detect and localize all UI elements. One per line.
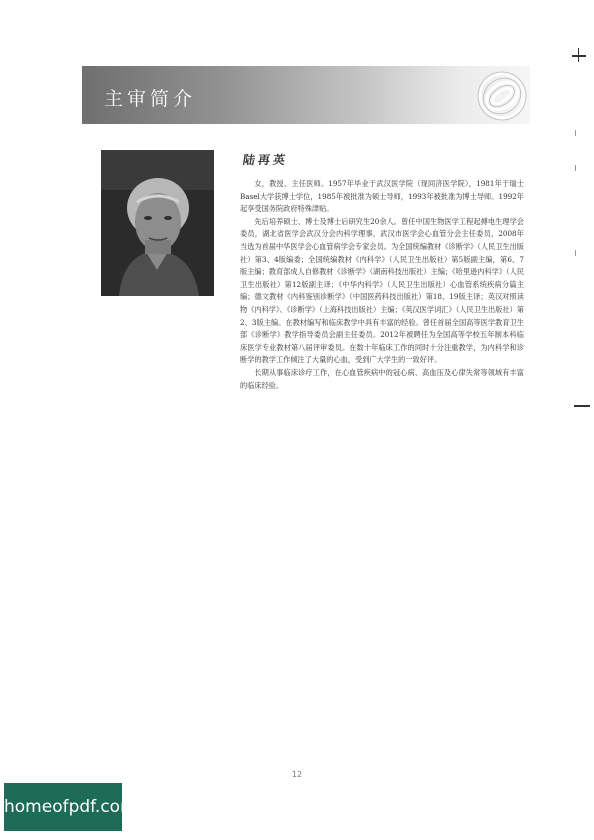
reviewer-name: 陆再英 — [241, 153, 289, 167]
scan-edge-mark — [575, 250, 576, 256]
decorative-swirl-icon — [472, 66, 536, 124]
bio-paragraph: 长期从事临床诊疗工作，在心血管疾病中的冠心病、高血压及心律失常等领域有丰富的临床经验。 — [240, 367, 524, 390]
scan-edge-mark — [575, 165, 576, 171]
bio-paragraph: 女，教授、主任医师。1957年毕业于武汉医学院（现同济医学院），1981年于瑞士Basel大学获博士学位，1985年被批准为硕士导师，1993年被批准为博士导师。1992年起享受国务院政府特殊津贴。 — [240, 179, 524, 214]
scan-edge-mark — [575, 130, 576, 136]
reviewer-biography — [240, 178, 524, 392]
scan-edge-mark — [578, 48, 579, 62]
page-number: 12 — [291, 770, 303, 779]
bio-paragraph: 先后培养硕士、博士及博士后研究生20余人。曾任中国生物医学工程起搏电生理学会委员，湖北省医学会武汉分会内科学理事，武汉市医学会心血管分会主任委员，2008年当选为首届中华医学会心血管病学会专家会员。为全国统编教材《诊断学》（人民卫生出版社）第3、4版编委；全国统编教材《内科学》（人民卫生出版社）第5版副主编，第6、7版主编；教育部成人自修教材《诊断学》（湖南科技出版社）主编；《哈里逊内科学》（人民卫生出版社）第12版副主译；《中华内科学》（人民卫生出版社）心血管系统疾病分篇主编；德文教材《内科鉴别诊断学》（中国医药科技出版社）第18、19版主译；英汉对照读物《内科学》、《诊断学》（上海科技出版社）主编；《英汉医学词汇》（人民卫生出版社）第2、3版主编。在教材编写和临床教学中具有丰富的经验。曾任首届全国高等医学教育卫生部《诊断学》教学指导委员会副主任委员。2012年被聘任为全国高等学校五年制本科临床医学专业教材第八届评审委员。在数十年临床工作的同时十分注重教学，为内科学和诊断学的教学工作倾注了大量的心血，受到广大学生的一致好评。 — [240, 216, 524, 365]
section-title: 主审简介 — [104, 88, 197, 110]
scan-edge-mark — [574, 405, 590, 407]
reviewer-portrait-photo — [101, 150, 214, 296]
scan-edge-mark — [572, 55, 586, 57]
watermark-badge: homeofpdf.com — [4, 783, 122, 831]
